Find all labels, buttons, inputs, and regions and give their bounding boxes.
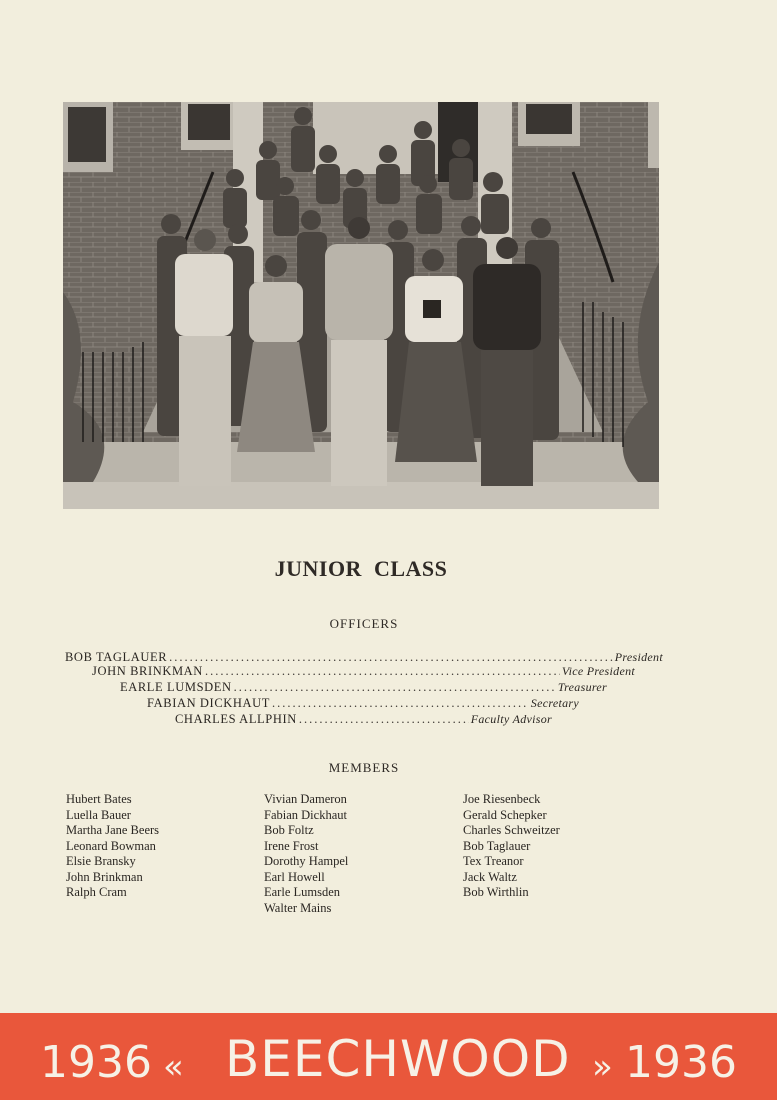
officer-row bbox=[120, 680, 607, 696]
member-name: Martha Jane Beers bbox=[66, 823, 160, 837]
member-name: Earl Howell bbox=[264, 869, 325, 884]
member-name: Elsie Bransky bbox=[66, 854, 136, 868]
officer-name: CHARLES ALLPHIN bbox=[175, 712, 297, 726]
officer-role: President bbox=[614, 650, 663, 664]
class-photo-icon bbox=[63, 102, 659, 509]
officer-name: JOHN BRINKMAN bbox=[92, 664, 203, 678]
member-name: Leonard Bowman bbox=[66, 838, 156, 853]
leader-dots bbox=[205, 664, 560, 679]
officer-role: Faculty Advisor bbox=[470, 712, 552, 726]
member-name: Charles Schweitzer bbox=[463, 823, 560, 837]
officer-name: BOB TAGLAUER bbox=[65, 650, 168, 664]
footer-year-left: 1936 bbox=[40, 1037, 152, 1088]
members-heading: MEMBERS bbox=[328, 760, 400, 775]
officer-name: EARLE LUMSDEN bbox=[120, 680, 232, 694]
members-column-3 bbox=[463, 792, 560, 901]
member-name: Joe Riesenbeck bbox=[463, 792, 541, 806]
officer-name: FABIAN DICKHAUT bbox=[147, 696, 271, 710]
officer-row bbox=[175, 712, 552, 728]
officer-row bbox=[92, 664, 635, 680]
member-name: Gerald Schepker bbox=[463, 807, 547, 822]
class-group-photo bbox=[63, 102, 659, 509]
officers-heading: OFFICERS bbox=[329, 616, 399, 631]
yearbook-footer-banner bbox=[0, 1013, 777, 1100]
member-name: Vivian Dameron bbox=[264, 792, 347, 806]
member-name: Hubert Bates bbox=[66, 792, 132, 806]
officer-role: Treasurer bbox=[557, 680, 607, 694]
leader-dots bbox=[234, 680, 556, 695]
member-name: John Brinkman bbox=[66, 869, 143, 884]
footer-yearbook-name: BEECHWOOD bbox=[225, 1030, 571, 1088]
member-name: Bob Wirthlin bbox=[463, 885, 529, 899]
footer-right-mark: » bbox=[592, 1047, 613, 1087]
leader-dots bbox=[299, 712, 469, 727]
member-name: Fabian Dickhaut bbox=[264, 807, 347, 822]
footer-year-right: 1936 bbox=[625, 1037, 737, 1088]
footer-left-mark: « bbox=[163, 1047, 184, 1087]
member-name: Jack Waltz bbox=[463, 869, 517, 884]
member-name: Dorothy Hampel bbox=[264, 854, 349, 868]
leader-dots bbox=[272, 696, 529, 711]
member-name: Irene Frost bbox=[264, 838, 319, 853]
member-name: Earle Lumsden bbox=[264, 885, 341, 899]
page-title: JUNIOR CLASS bbox=[274, 556, 448, 581]
member-name: Walter Mains bbox=[264, 900, 332, 915]
member-name: Ralph Cram bbox=[66, 885, 127, 899]
members-column-1 bbox=[66, 792, 159, 901]
member-name: Bob Taglauer bbox=[463, 838, 531, 853]
member-name: Tex Treanor bbox=[463, 854, 524, 868]
member-name: Bob Foltz bbox=[264, 823, 314, 837]
leader-dots bbox=[169, 650, 613, 665]
officer-role: Vice President bbox=[561, 664, 635, 678]
officer-row bbox=[147, 696, 579, 712]
officer-role: Secretary bbox=[530, 696, 579, 710]
members-column-2 bbox=[264, 792, 348, 916]
member-name: Luella Bauer bbox=[66, 807, 131, 822]
